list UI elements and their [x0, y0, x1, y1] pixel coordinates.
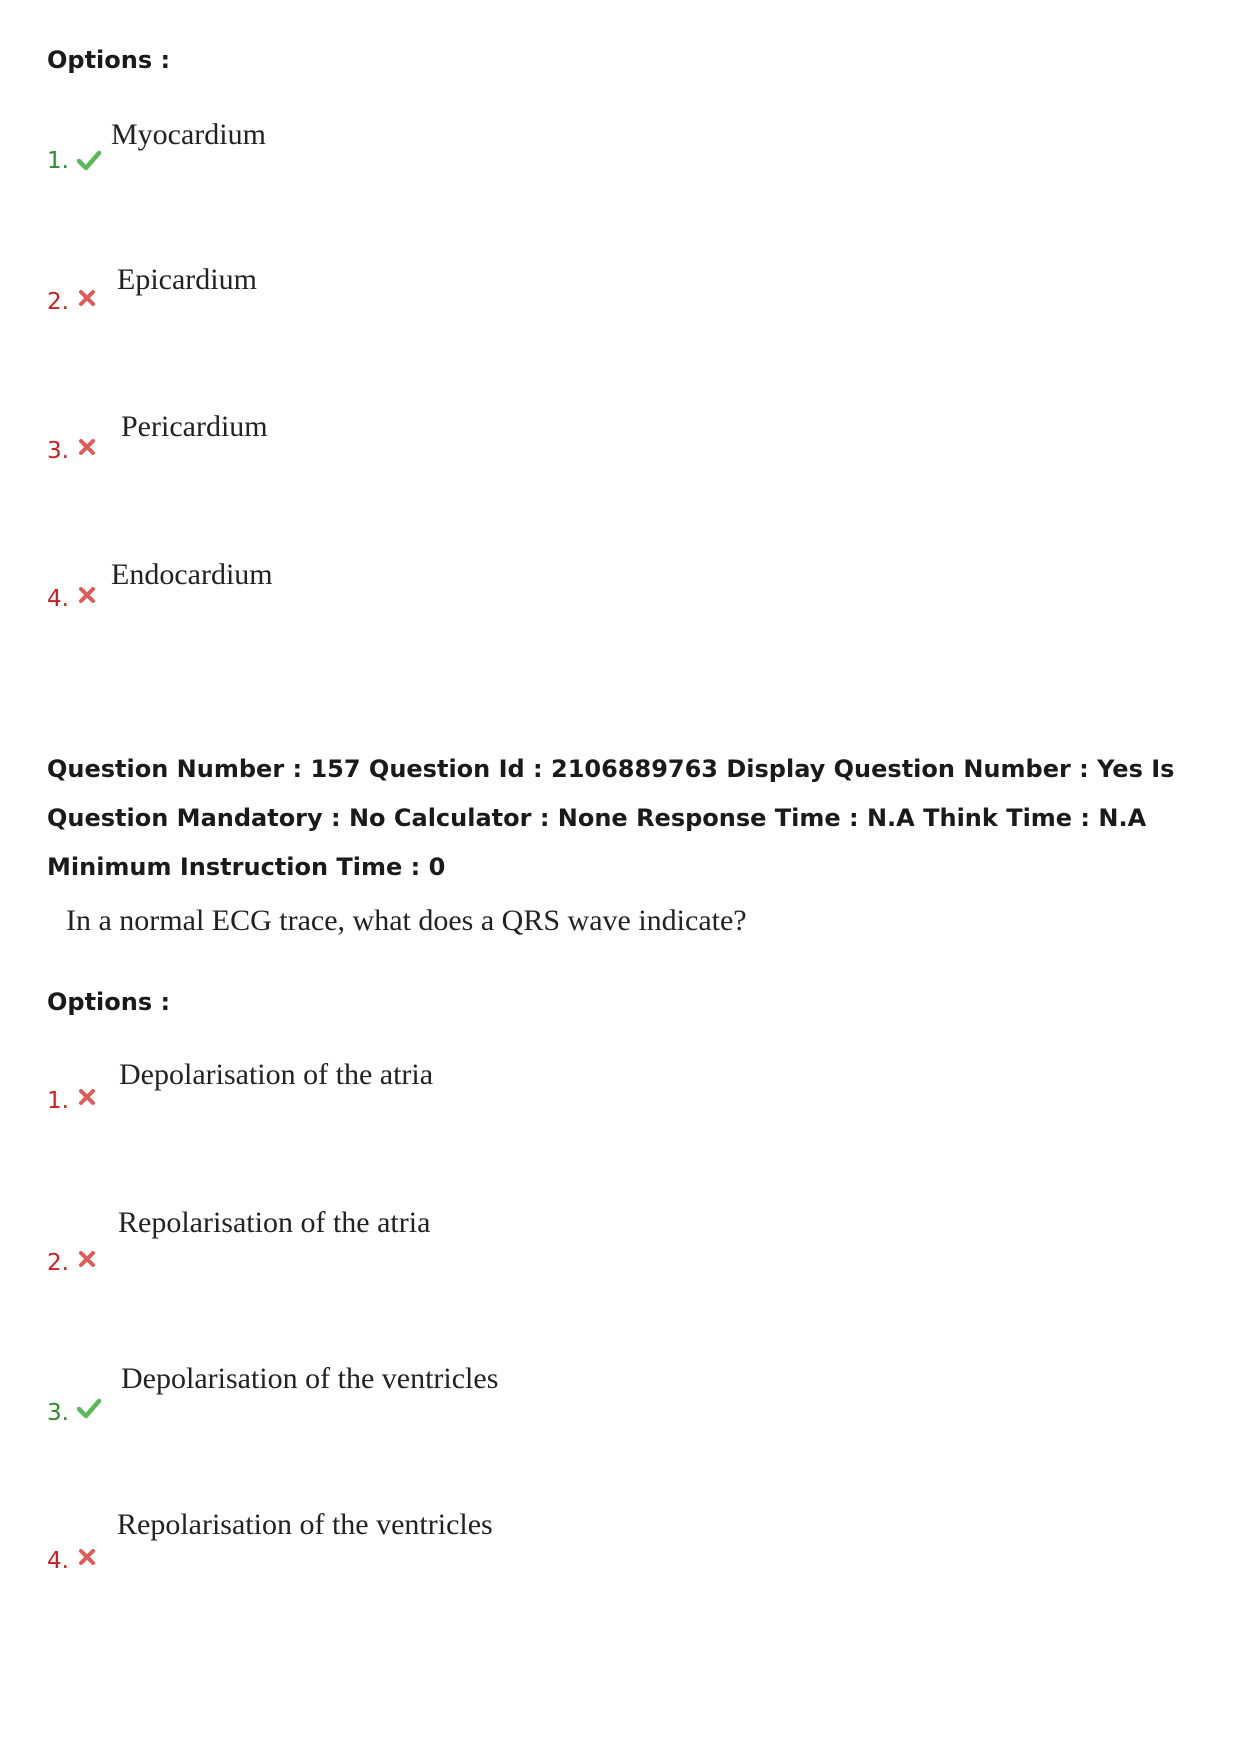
options-heading: Options :	[47, 46, 171, 74]
option-text: Pericardium	[121, 410, 268, 443]
option-text: Myocardium	[111, 118, 266, 151]
option-item	[47, 118, 947, 178]
cross-icon	[78, 1088, 96, 1106]
option-item	[47, 410, 947, 470]
cross-icon	[78, 1548, 96, 1566]
option-number: 2.	[47, 289, 69, 315]
option-item	[47, 263, 947, 323]
option-item	[47, 1362, 947, 1426]
option-number: 1.	[47, 1088, 69, 1114]
option-text: Repolarisation of the ventricles	[117, 1508, 493, 1541]
option-number: 2.	[47, 1250, 69, 1276]
check-icon	[77, 1396, 101, 1420]
check-icon	[77, 148, 101, 172]
option-text: Repolarisation of the atria	[118, 1206, 431, 1239]
cross-icon	[78, 289, 96, 307]
option-text: Depolarisation of the ventricles	[121, 1362, 499, 1395]
option-text: Epicardium	[117, 263, 257, 296]
option-text: Depolarisation of the atria	[119, 1058, 434, 1091]
option-text: Endocardium	[111, 558, 273, 591]
cross-icon	[78, 1250, 96, 1268]
option-number: 4.	[47, 1548, 69, 1574]
option-item	[47, 558, 947, 618]
cross-icon	[78, 438, 96, 456]
option-number: 3.	[47, 438, 69, 464]
option-item	[47, 1058, 947, 1118]
option-number: 4.	[47, 586, 69, 612]
option-item	[47, 1508, 947, 1574]
option-number: 3.	[47, 1400, 69, 1426]
option-number: 1.	[47, 148, 69, 174]
question-meta: Question Number : 157 Question Id : 2106889763 Display Question Number : Yes Is Question Mandatory : No Calculator : None Response Time : N.A Think Time : N.A Minimum Instruction Time : 0	[47, 755, 1175, 881]
option-item	[47, 1206, 947, 1276]
question-text: In a normal ECG trace, what does a QRS wave indicate?	[66, 904, 747, 937]
cross-icon	[78, 586, 96, 604]
options-heading: Options :	[47, 988, 171, 1016]
